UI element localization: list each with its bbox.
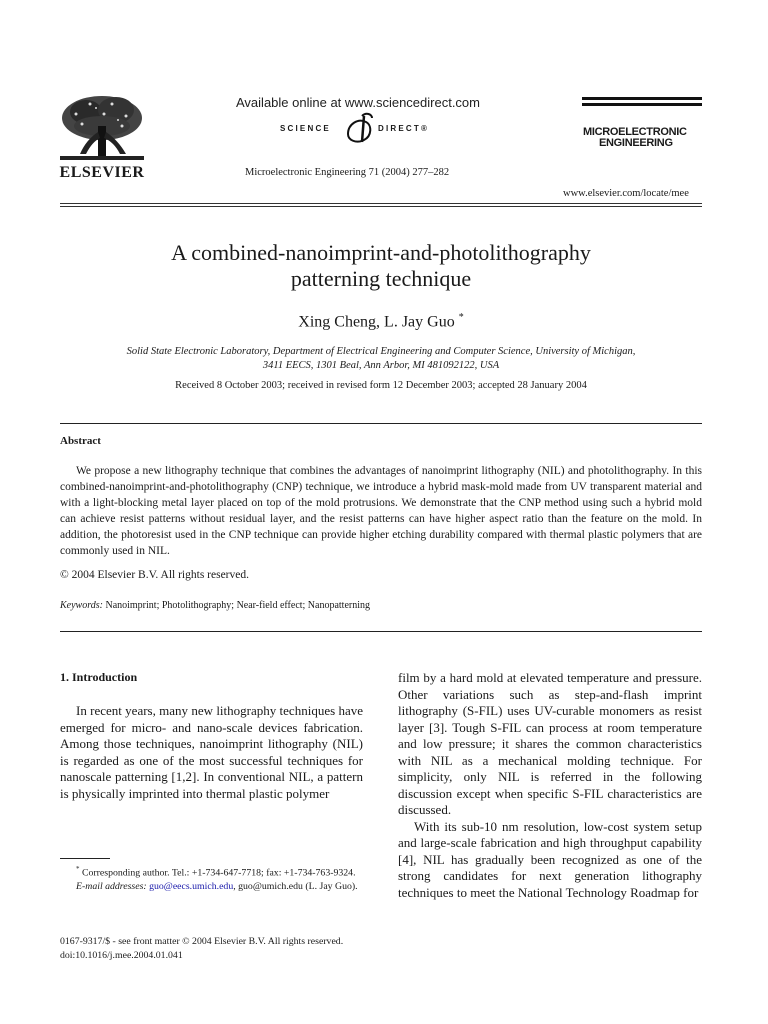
footer-issn: 0167-9317/$ - see front matter © 2004 Elsevier B.V. All rights reserved.: [60, 936, 344, 947]
abstract-bottom-rule: [60, 631, 702, 632]
footnote-corresponding: [60, 862, 366, 880]
journal-name-line1: MICROELECTRONIC: [583, 126, 687, 138]
footnote-mark: *: [76, 865, 80, 873]
right-column: [398, 670, 702, 901]
affiliation-line1: Solid State Electronic Laboratory, Department of Electrical Engineering and Computer Science, University of Michigan,: [126, 346, 636, 357]
journal-url-link[interactable]: www.elsevier.com/locate/mee: [563, 188, 689, 199]
available-online-text: Available online at www.sciencedirect.com: [236, 95, 480, 110]
footnote-email-rest: , guo@umich.edu (L. Jay Guo).: [233, 881, 358, 893]
footnote: [60, 862, 366, 894]
right-column-paragraph-1: film by a hard mold at elevated temperature and pressure. Other variations such as step-and-flash imprint lithography (S-FIL) uses UV-curable monomers as resist layer [3]. Tough S-FIL can process at room temperature and low pressure; it shares the common characteristics with NIL as a mechanical molding technique. For simplicity, only NIL is referred in the following discussion except when specific S-FIL characteristics are discussed.: [398, 670, 702, 817]
footnote-email-label: E-mail addresses:: [76, 881, 147, 893]
received-dates: Received 8 October 2003; received in revised form 12 December 2003; accepted 28 January 2004: [175, 380, 587, 391]
footer-doi[interactable]: doi:10.1016/j.mee.2004.01.041: [60, 950, 183, 961]
header-rule-top: [60, 203, 702, 204]
publisher-name: ELSEVIER: [59, 164, 145, 181]
article-title-line1: A combined-nanoimprint-and-photolithography: [171, 240, 591, 265]
author-names: Xing Cheng, L. Jay Guo: [298, 313, 455, 331]
abstract-heading: Abstract: [60, 435, 101, 447]
keywords-list: Nanoimprint; Photolithography; Near-field effect; Nanopatterning: [105, 600, 371, 611]
footnote-email: [60, 880, 366, 894]
abstract-text: We propose a new lithography technique that combines the advantages of nanoimprint lithography (NIL) and photolithography. In this combined-nanoimprint-and-photolithography (CNP) technique, we introduce a hybrid mask-mold made from UV transparent material and with a light-blocking metal layer placed on top of the mold protrusions. We demonstrate that the CNP method using such a hybrid mold can achieve resist patterns without residual layer, and the resist patterns can have higher aspect ratio than the feature on the mold. In addition, the photoresist used in the CNP technique can provide higher etching durability compared with thermal plastic polymers that are commonly used in NIL.: [60, 465, 702, 557]
journal-name-line2: ENGINEERING: [599, 137, 673, 149]
section-heading-introduction: 1. Introduction: [60, 670, 138, 684]
keywords: [60, 600, 370, 611]
journal-name: [583, 127, 687, 149]
sciencedirect-word-right: DIRECT®: [378, 124, 430, 133]
abstract-top-rule: [60, 423, 702, 424]
right-column-paragraph-2: With its sub-10 nm resolution, low-cost system setup and large-scale fabrication and high throughput capability [4], NIL has gradually been recognized as one of the strong candidates for next generation lithography techniques to meet the National Technology Roadmap for: [398, 818, 702, 900]
sciencedirect-word-left: SCIENCE: [280, 124, 331, 133]
journal-decor-rules: [582, 97, 702, 109]
header-rule-bottom: [60, 206, 702, 207]
sciencedirect-d-mark-icon: [342, 112, 378, 148]
article-title-line2: patterning technique: [290, 266, 472, 291]
corresponding-author-mark[interactable]: *: [458, 312, 464, 323]
footnote-rule: [60, 858, 110, 859]
author-affiliation: [60, 345, 702, 373]
left-column-paragraph: In recent years, many new lithography techniques have emerged for micro- and nano-scale devices fabrication. Among those techniques, nanoimprint lithography (NIL) is regarded as one of the most successful techniques for nanoscale patterning [1,2]. In conventional NIL, a pattern is physically imprinted into thermal plastic polymer: [60, 703, 363, 801]
footnote-email-link[interactable]: guo@eecs.umich.edu: [149, 881, 234, 893]
article-title: [60, 240, 702, 292]
page-footer: [60, 935, 343, 963]
article-authors: [60, 312, 702, 331]
footnote-corresponding-text: Corresponding author. Tel.: +1-734-647-7718; fax: +1-734-763-9324.: [81, 867, 356, 879]
abstract-copyright: © 2004 Elsevier B.V. All rights reserved.: [60, 569, 249, 581]
journal-citation: Microelectronic Engineering 71 (2004) 277–282: [245, 167, 450, 178]
keywords-label: Keywords:: [60, 600, 103, 611]
affiliation-line2: 3411 EECS, 1301 Beal, Ann Arbor, MI 481092122, USA: [262, 360, 500, 371]
